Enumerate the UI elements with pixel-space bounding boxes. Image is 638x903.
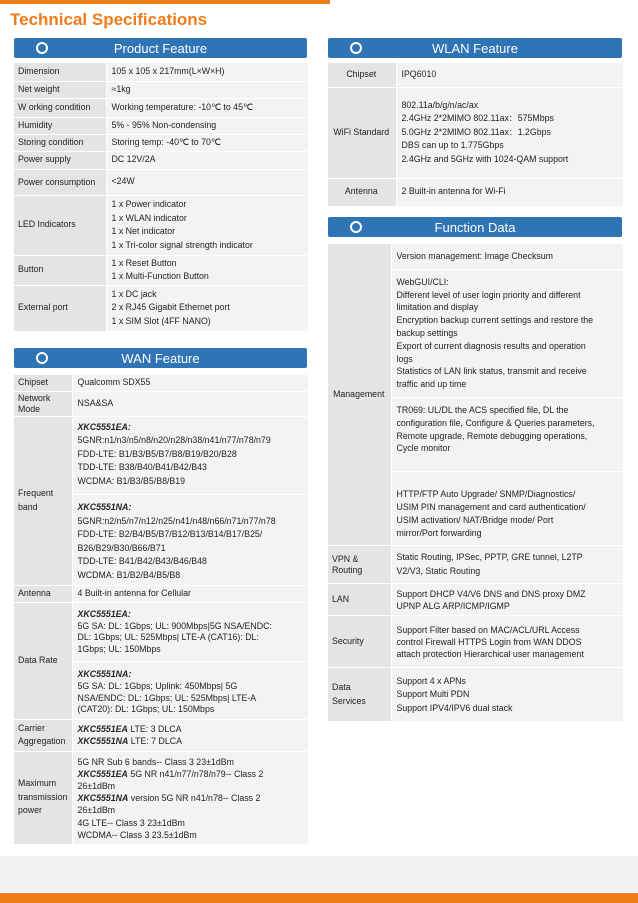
value-line: 5.0GHz 2*2MIMO 802.11ax：1.2Gbps	[401, 126, 551, 137]
row-label: Net weight	[14, 81, 106, 98]
table-row	[14, 151, 308, 169]
value-line: DC 12V/2A	[111, 154, 156, 165]
carrier-text: LTE: 3 DLCA	[127, 724, 182, 734]
row-value: 2 Built-in antenna for Wi-Fi	[396, 178, 623, 206]
model-label: XKC5551EA	[77, 768, 128, 779]
power-line: 26±1dBm	[77, 780, 116, 791]
row-label: Humidity	[14, 117, 106, 134]
value-line: TDD-LTE: B41/B42/B43/B46/B48	[77, 556, 207, 566]
value-line: DL: 1Gbps; UL: 525Mbps| LTE-A (CAT16): DL:	[77, 632, 259, 642]
row-label: Carrier Aggregation	[14, 719, 72, 751]
row-label: LED Indicators	[14, 195, 106, 255]
value-line: limitation and display	[396, 302, 479, 313]
row-label: Chipset	[14, 375, 72, 391]
row-label: W orking condition	[14, 98, 106, 117]
model-label: XKC5551EA:	[77, 421, 131, 432]
row-value: NSA&SA	[72, 391, 308, 416]
value-line: 1 x DC jack	[111, 288, 157, 299]
table-row	[14, 602, 308, 719]
row-label: Security	[328, 616, 391, 668]
row-label: Network Mode	[14, 391, 72, 416]
value-line: control Firewall HTTPS Login from WAN DDOS	[396, 636, 582, 647]
value-line: 2.4GHz and 5GHz with 1024-QAM support	[401, 153, 569, 164]
row-label: WiFi Standard	[328, 87, 396, 178]
row-label: Antenna	[14, 586, 72, 603]
table-row	[14, 169, 308, 195]
table-row	[328, 244, 623, 546]
value-line: traffic and up time	[396, 379, 467, 390]
value-line: Storing temp: -40℃ to 70℃	[111, 136, 221, 147]
value-line: 1 x Power indicator	[111, 199, 187, 209]
row-value	[106, 81, 308, 98]
page-title: Technical Specifications	[10, 10, 208, 29]
row-label: Chipset	[328, 63, 396, 87]
row-value	[391, 244, 623, 546]
value-line: DBS can up to 1.775Gbps	[401, 140, 504, 151]
value-line: 1 x Tri-color signal strength indicator	[111, 239, 253, 250]
mgmt-line: Version management: Image Checksum	[396, 251, 553, 261]
value-line: FDD-LTE: B1/B3/B5/B7/B8/B19/B20/B28	[77, 448, 237, 459]
value-line: 5G SA: DL: 1Gbps; UL: 900Mbps|5G NSA/ENDC:	[77, 620, 272, 631]
power-line: 26±1dBm	[77, 805, 116, 816]
carrier-text: LTE: 7 DLCA	[128, 736, 182, 746]
row-value: IPQ6010	[396, 63, 623, 87]
value-line: 5% - 95% Non-condensing	[111, 119, 217, 130]
line-list	[397, 276, 619, 391]
table-row	[328, 584, 623, 616]
value-line: UPNP ALG ARP/ICMP/IGMP	[396, 600, 510, 611]
value-line: 1 x Reset Button	[111, 257, 177, 268]
line-list	[78, 515, 304, 583]
value-line: HTTP/FTP Auto Upgrade/ SNMP/Diagnostics/	[396, 489, 576, 500]
row-value	[72, 416, 308, 586]
table-row	[14, 416, 308, 586]
row-label: Dimension	[14, 63, 106, 81]
value-line: WebGUI/CLI:	[396, 276, 449, 287]
row-value: 4 Built-in antenna for Cellular	[72, 586, 308, 603]
line-list	[397, 624, 619, 660]
value-line: attach protection Hierarchical user management	[396, 648, 584, 659]
power-line: 5G NR Sub 6 bands-- Class 3 23±1dBm	[77, 756, 234, 767]
row-label: Management	[328, 244, 391, 546]
value-line: Support DHCP V4/V6 DNS and DNS proxy DMZ	[396, 588, 586, 599]
table-row	[328, 63, 623, 87]
row-label: Storing condition	[14, 134, 106, 151]
value-line: logs	[396, 353, 413, 364]
table-row	[14, 134, 308, 151]
value-line: USIM PIN management and card authentication/	[396, 501, 586, 512]
value-line: 802.11a/b/g/n/ac/ax	[401, 99, 479, 110]
row-value	[106, 151, 308, 169]
row-value	[106, 134, 308, 151]
row-label: Button	[14, 255, 106, 285]
row-value	[106, 169, 308, 195]
value-line: USIM activation/ NAT/Bridge mode/ Port	[396, 514, 554, 525]
table-row	[14, 81, 308, 98]
line-list	[402, 99, 619, 167]
table-row	[14, 63, 308, 81]
power-text: 5G NR n41/n77/n78/n79-- Class 2	[127, 768, 264, 779]
value-line: configuration file, Configure & Queries parameters,	[396, 417, 595, 428]
value-line: 2.4GHz 2*2MIMO 802.11ax：575Mbps	[401, 113, 554, 124]
line-list	[397, 488, 619, 539]
value-line: mirror/Port forwarding	[396, 527, 482, 538]
value-line: 5G SA: DL: 1Gbps; Uplink: 450Mbps| 5G	[77, 681, 238, 691]
value-line: backup settings	[396, 327, 458, 338]
row-label: External port	[14, 285, 106, 331]
row-value	[72, 602, 308, 719]
row-value	[106, 117, 308, 134]
line-list	[78, 434, 304, 488]
row-value	[106, 63, 308, 81]
table-row	[14, 751, 308, 844]
line-list	[397, 675, 619, 716]
row-value	[396, 87, 623, 178]
value-line: TDD-LTE: B38/B40/B41/B42/B43	[77, 462, 207, 472]
footer-band	[0, 856, 638, 892]
table-row	[14, 391, 308, 416]
value-line: Support 4 x APNs	[396, 675, 466, 686]
value-line: 1 x WLAN indicator	[111, 212, 187, 223]
row-label: VPN & Routing	[328, 546, 391, 584]
table-row	[328, 87, 623, 178]
wlan-feature-title: WLAN Feature	[432, 41, 518, 56]
value-line: Support Filter based on MAC/ACL/URL Access	[396, 624, 580, 635]
value-line: Working temperature: -10℃ to 45℃	[111, 101, 253, 112]
table-row	[328, 178, 623, 206]
row-label: Frequent band	[14, 416, 72, 586]
line-list	[78, 681, 304, 716]
line-list	[397, 404, 619, 455]
value-line: 5GNR:n1/n3/n5/n8/n20/n28/n38/n41/n77/n78/n79	[77, 435, 271, 445]
table-row	[14, 285, 308, 331]
row-label: Data Rate	[14, 602, 72, 719]
model-label: XKC5551EA	[77, 724, 128, 734]
row-label: Power consumption	[14, 169, 106, 195]
product-feature-title: Product Feature	[113, 41, 208, 56]
value-line: (CAT20): DL: 1Gbps; UL: 150Mbps	[77, 704, 215, 714]
top-accent-bar	[0, 0, 330, 4]
value-line: Different level of user login priority and different	[396, 289, 581, 300]
value-line: WCDMA: B1/B2/B4/B5/B8	[77, 569, 181, 580]
line-list	[397, 588, 619, 612]
wan-feature-header	[14, 348, 307, 368]
model-label: XKC5551NA	[77, 736, 129, 746]
row-label: Maximum transmission power	[14, 751, 72, 844]
bottom-accent-bar	[0, 893, 638, 903]
table-row	[14, 586, 308, 603]
power-line: WCDMA-- Class 3 23.5±1dBm	[77, 829, 197, 840]
row-value	[106, 195, 308, 255]
model-label: XKC5551NA:	[77, 669, 132, 679]
function-data-table	[328, 244, 623, 722]
row-value	[72, 751, 308, 844]
row-value	[106, 98, 308, 117]
value-line: Support IPV4/IPV6 dual stack	[396, 702, 513, 713]
model-label: XKC5551EA:	[77, 608, 131, 619]
model-label: XKC5551NA	[77, 793, 129, 804]
line-list	[397, 551, 619, 578]
wlan-feature-table	[328, 63, 623, 207]
table-row	[14, 375, 308, 391]
table-row	[328, 668, 623, 722]
value-line: 1 x Multi-Function Button	[111, 271, 209, 281]
value-line: FDD-LTE: B2/B4/B5/B7/B12/B13/B14/B17/B25/	[77, 529, 263, 539]
line-list	[78, 621, 304, 656]
table-row	[14, 117, 308, 134]
row-value: Qualcomm SDX55	[72, 375, 308, 391]
value-line: 1Gbps; UL: 150Mbps	[77, 643, 161, 654]
power-text: version 5G NR n41/n78-- Class 2	[128, 793, 261, 804]
row-label: LAN	[328, 584, 391, 616]
value-line: Support Multi PDN	[396, 689, 470, 700]
value-line: 1 x Net indicator	[111, 226, 176, 236]
row-label: Data Services	[328, 668, 391, 722]
row-label: Antenna	[328, 178, 396, 206]
value-line: <24W	[111, 176, 135, 187]
value-line: B26/B29/B30/B66/B71	[77, 542, 166, 553]
value-line: V2/V3, Static Routing	[396, 565, 481, 576]
value-line: Statistics of LAN link status, transmit and receive	[396, 366, 587, 377]
wan-feature-title: WAN Feature	[121, 351, 200, 366]
row-value	[72, 719, 308, 751]
function-data-title: Function Data	[434, 220, 516, 235]
value-line: ≈1kg	[111, 83, 131, 94]
wan-feature-table	[14, 375, 308, 845]
row-value	[391, 584, 623, 616]
row-label: Power supply	[14, 151, 106, 169]
power-line: 4G LTE-- Class 3 23±1dBm	[77, 817, 185, 828]
table-row	[328, 546, 623, 584]
row-value	[106, 255, 308, 285]
row-value	[391, 546, 623, 584]
table-row	[328, 616, 623, 668]
table-row	[14, 98, 308, 117]
table-row	[14, 719, 308, 751]
value-line: Encryption backup current settings and restore the	[396, 315, 594, 326]
value-line: 1 x SIM Slot (4FF NANO)	[111, 315, 211, 326]
value-line: NSA/ENDC: DL: 1Gbps; UL: 525Mbps| LTE-A	[77, 692, 257, 703]
value-line: 2 x RJ45 Gigabit Ethernet port	[111, 302, 230, 313]
value-line: TR069: UL/DL the ACS specified file, DL the	[396, 404, 569, 415]
value-line: Remote upgrade, Remote debugging operations,	[396, 430, 588, 441]
table-row	[14, 195, 308, 255]
product-feature-header	[14, 38, 307, 58]
function-data-header	[328, 217, 622, 237]
value-line: WCDMA: B1/B3/B5/B8/B19	[77, 475, 186, 486]
value-line: Export of current diagnosis results and operation	[396, 340, 586, 351]
row-value	[391, 616, 623, 668]
wlan-feature-header	[328, 38, 622, 58]
model-label: XKC5551NA:	[77, 502, 132, 512]
product-feature-table	[14, 63, 308, 332]
table-row	[14, 255, 308, 285]
value-line: Static Routing, IPSec, PPTP, GRE tunnel, L2TP	[396, 552, 583, 563]
row-value	[391, 668, 623, 722]
value-line: 105 x 105 x 217mm(L×W×H)	[111, 66, 225, 76]
value-line: 5GNR:n2/n5/n7/n12/n25/n41/n48/n66/n71/n77/n78	[77, 515, 276, 526]
value-line: Cycle monitor	[396, 443, 451, 454]
row-value	[106, 285, 308, 331]
